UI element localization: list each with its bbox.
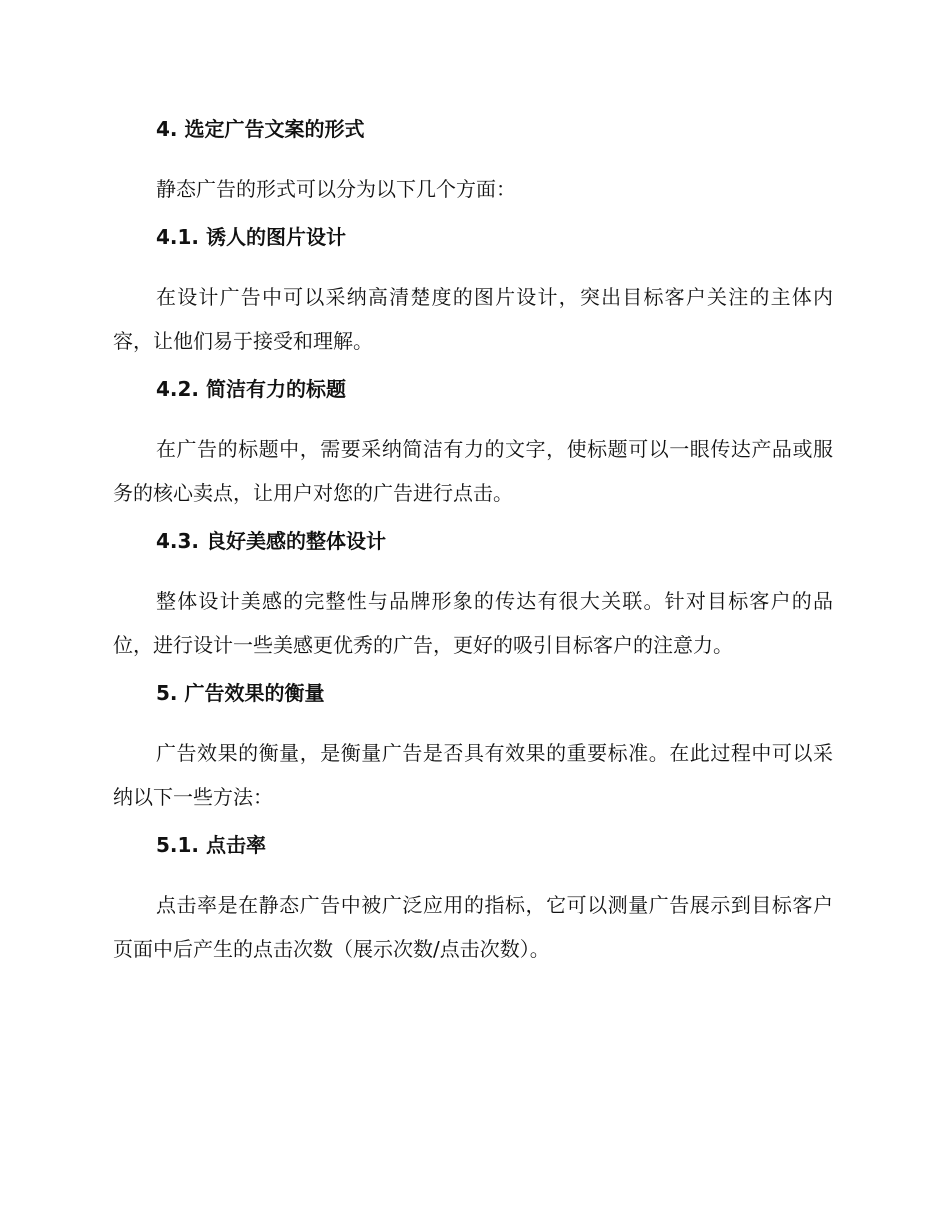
section-heading-4: 4. 选定广告文案的形式 xyxy=(156,117,365,141)
section-4-1-paragraph: 在设计广告中可以采纳高清楚度的图片设计，突出目标客户关注的主体内容，让他们易于接受和理解。 xyxy=(113,285,833,353)
section-heading-5: 5. 广告效果的衡量 xyxy=(156,681,325,705)
section-4-paragraph: 静态广告的形式可以分为以下几个方面： xyxy=(156,177,516,201)
section-4-3-paragraph: 整体设计美感的完整性与品牌形象的传达有很大关联。针对目标客户的品位，进行设计一些美感更优秀的广告，更好的吸引目标客户的注意力。 xyxy=(113,589,833,657)
section-heading-5-1: 5.1. 点击率 xyxy=(156,833,266,857)
section-5-1-paragraph: 点击率是在静态广告中被广泛应用的指标，它可以测量广告展示到目标客户页面中后产生的点击次数（展示次数/点击次数）。 xyxy=(113,893,833,961)
section-5-paragraph: 广告效果的衡量，是衡量广告是否具有效果的重要标准。在此过程中可以采纳以下一些方法： xyxy=(113,741,833,809)
section-heading-4-1: 4.1. 诱人的图片设计 xyxy=(156,225,346,249)
section-heading-4-2: 4.2. 简洁有力的标题 xyxy=(156,377,346,401)
document-body xyxy=(113,113,833,981)
section-heading-4-3: 4.3. 良好美感的整体设计 xyxy=(156,529,386,553)
section-4-2-paragraph: 在广告的标题中，需要采纳简洁有力的文字，使标题可以一眼传达产品或服务的核心卖点，让用户对您的广告进行点击。 xyxy=(113,437,833,505)
